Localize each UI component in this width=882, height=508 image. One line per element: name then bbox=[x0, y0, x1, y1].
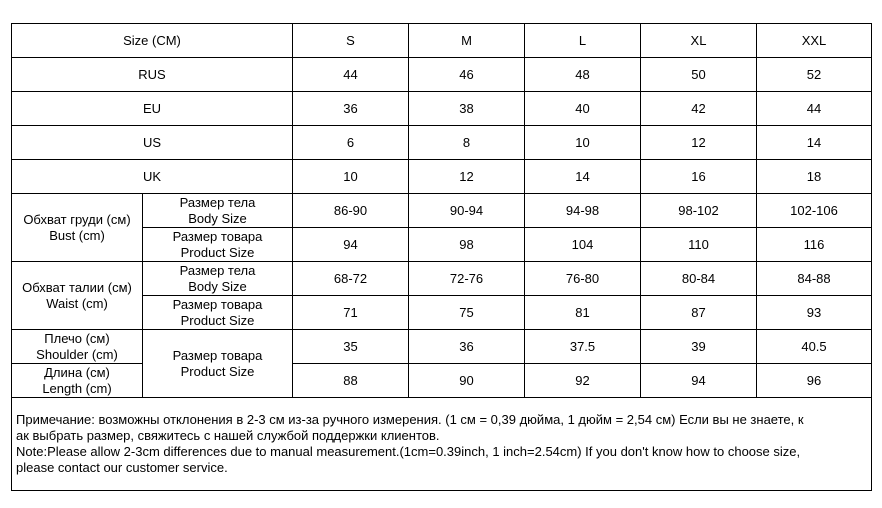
table-cell: 88 bbox=[293, 364, 409, 398]
size-m: M bbox=[409, 24, 525, 58]
table-cell: 76-80 bbox=[525, 262, 641, 296]
table-row bbox=[12, 126, 872, 160]
table-row bbox=[12, 160, 872, 194]
product-size-label-ru: Размер товара bbox=[172, 296, 263, 312]
table-row bbox=[12, 364, 872, 398]
size-xl: XL bbox=[641, 24, 757, 58]
bust-label-ru: Обхват груди (см) bbox=[23, 211, 131, 227]
note-ru-line2: ак выбрать размер, свяжитесь с нашей службой поддержки клиентов. bbox=[16, 428, 440, 443]
table-cell: 75 bbox=[409, 296, 525, 330]
length-label-en: Length (cm) bbox=[42, 380, 112, 396]
table-row bbox=[12, 92, 872, 126]
table-cell: 46 bbox=[409, 58, 525, 92]
waist-label-ru: Обхват талии (см) bbox=[22, 279, 132, 295]
header-row bbox=[12, 24, 872, 58]
table-cell: 14 bbox=[525, 160, 641, 194]
note-ru-line1: Примечание: возможны отклонения в 2-3 см из-за ручного измерения. (1 см = 0,39 дюйма, 1 дюйм = 2,54 см) Если вы не знаете, к bbox=[16, 412, 804, 427]
table-cell: 87 bbox=[641, 296, 757, 330]
table-cell: 92 bbox=[525, 364, 641, 398]
table-cell: 71 bbox=[293, 296, 409, 330]
body-size-label-ru: Размер тела bbox=[179, 194, 256, 210]
table-cell: 94 bbox=[293, 228, 409, 262]
table-cell: 42 bbox=[641, 92, 757, 126]
shoulder-label-en: Shoulder (cm) bbox=[36, 346, 118, 362]
table-cell: 93 bbox=[757, 296, 872, 330]
bust-label bbox=[12, 194, 143, 262]
product-size-label-en: Product Size bbox=[180, 312, 255, 328]
row-label-uk: UK bbox=[12, 160, 293, 194]
table-cell: 14 bbox=[757, 126, 872, 160]
table-cell: 35 bbox=[293, 330, 409, 364]
product-size-label-ru: Размер товара bbox=[172, 347, 263, 363]
row-label-rus: RUS bbox=[12, 58, 293, 92]
table-cell: 102-106 bbox=[757, 194, 872, 228]
length-label bbox=[12, 364, 143, 398]
table-cell: 98 bbox=[409, 228, 525, 262]
product-size-label bbox=[143, 296, 293, 330]
table-cell: 80-84 bbox=[641, 262, 757, 296]
body-size-label bbox=[143, 262, 293, 296]
table-cell: 90-94 bbox=[409, 194, 525, 228]
table-cell: 72-76 bbox=[409, 262, 525, 296]
table-cell: 86-90 bbox=[293, 194, 409, 228]
table-cell: 8 bbox=[409, 126, 525, 160]
table-row bbox=[12, 194, 872, 228]
note-row bbox=[12, 398, 872, 491]
table-cell: 36 bbox=[409, 330, 525, 364]
table-cell: 12 bbox=[641, 126, 757, 160]
table-cell: 38 bbox=[409, 92, 525, 126]
body-size-label bbox=[143, 194, 293, 228]
table-cell: 50 bbox=[641, 58, 757, 92]
table-cell: 94-98 bbox=[525, 194, 641, 228]
product-size-label-ru: Размер товара bbox=[172, 228, 263, 244]
table-cell: 52 bbox=[757, 58, 872, 92]
table-row bbox=[12, 330, 872, 364]
size-l: L bbox=[525, 24, 641, 58]
table-cell: 10 bbox=[293, 160, 409, 194]
body-size-label-en: Body Size bbox=[188, 278, 247, 294]
table-cell: 90 bbox=[409, 364, 525, 398]
table-cell: 110 bbox=[641, 228, 757, 262]
table-cell: 12 bbox=[409, 160, 525, 194]
product-size-label bbox=[143, 228, 293, 262]
table-row bbox=[12, 58, 872, 92]
size-chart-table bbox=[11, 23, 872, 491]
shoulder-label bbox=[12, 330, 143, 364]
body-size-label-ru: Размер тела bbox=[179, 262, 256, 278]
row-label-eu: EU bbox=[12, 92, 293, 126]
length-label-ru: Длина (см) bbox=[44, 364, 110, 380]
table-cell: 98-102 bbox=[641, 194, 757, 228]
table-cell: 44 bbox=[757, 92, 872, 126]
measurement-note bbox=[12, 398, 872, 491]
table-row bbox=[12, 262, 872, 296]
table-cell: 16 bbox=[641, 160, 757, 194]
table-cell: 116 bbox=[757, 228, 872, 262]
product-size-label-en: Product Size bbox=[180, 244, 255, 260]
body-size-label-en: Body Size bbox=[188, 210, 247, 226]
table-cell: 81 bbox=[525, 296, 641, 330]
row-label-us: US bbox=[12, 126, 293, 160]
table-cell: 10 bbox=[525, 126, 641, 160]
size-s: S bbox=[293, 24, 409, 58]
shoulder-label-ru: Плечо (см) bbox=[44, 330, 110, 346]
table-cell: 36 bbox=[293, 92, 409, 126]
waist-label-en: Waist (cm) bbox=[46, 295, 108, 311]
table-cell: 37.5 bbox=[525, 330, 641, 364]
note-en-line2: please contact our customer service. bbox=[16, 460, 228, 475]
table-cell: 68-72 bbox=[293, 262, 409, 296]
waist-label bbox=[12, 262, 143, 330]
table-cell: 94 bbox=[641, 364, 757, 398]
product-size-label-en: Product Size bbox=[180, 363, 255, 379]
table-cell: 84-88 bbox=[757, 262, 872, 296]
table-cell: 48 bbox=[525, 58, 641, 92]
note-en-line1: Note:Please allow 2-3cm differences due to manual measurement.(1cm=0.39inch, 1 inch=2.54cm) If you don't know how to choose size, bbox=[16, 444, 801, 459]
table-cell: 44 bbox=[293, 58, 409, 92]
table-cell: 40 bbox=[525, 92, 641, 126]
table-cell: 104 bbox=[525, 228, 641, 262]
table-cell: 18 bbox=[757, 160, 872, 194]
table-cell: 40.5 bbox=[757, 330, 872, 364]
table-cell: 6 bbox=[293, 126, 409, 160]
size-xxl: XXL bbox=[757, 24, 872, 58]
table-cell: 96 bbox=[757, 364, 872, 398]
header-label: Size (CM) bbox=[12, 24, 293, 58]
product-size-label bbox=[143, 330, 293, 398]
bust-label-en: Bust (cm) bbox=[49, 227, 105, 243]
table-cell: 39 bbox=[641, 330, 757, 364]
